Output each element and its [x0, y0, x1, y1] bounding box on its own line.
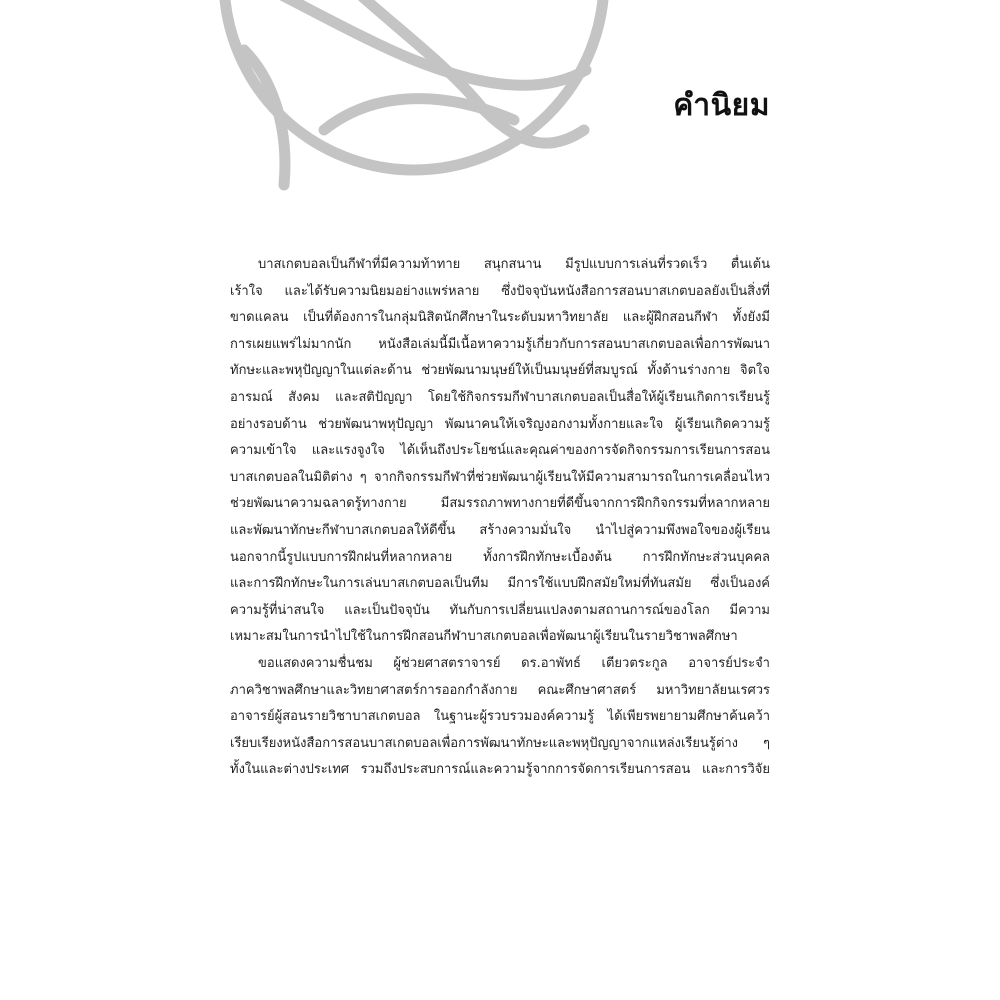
text-line: ทักษะและพหุปัญญาในแต่ละด้าน ช่วยพัฒนามนุษย์ให้เป็นมนุษย์ที่สมบูรณ์ ทั้งด้านร่างกาย จิตใจ [230, 363, 770, 379]
paragraph [230, 651, 770, 784]
paragraph [230, 252, 770, 651]
text-line: ความเข้าใจ และแรงจูงใจ ได้เห็นถึงประโยชน์และคุณค่าของการจัดกิจกรรมการเรียนการสอน [230, 443, 770, 459]
text-line: การเผยแพร่ไม่มากนัก หนังสือเล่มนี้มีเนื้อหาความรู้เกี่ยวกับการสอนบาสเกตบอลเพื่อการพัฒนา [230, 336, 770, 352]
text-line: นอกจากนี้รูปแบบการฝึกฝนที่หลากหลาย ทั้งการฝึกทักษะเบื้องต้น การฝึกทักษะส่วนบุคคล [230, 549, 770, 565]
text-line: อารมณ์ สังคม และสติปัญญา โดยใช้กิจกรรมกีฬาบาสเกตบอลเป็นสื่อให้ผู้เรียนเกิดการเรียนรู้ [230, 389, 770, 405]
text-line: และการฝึกทักษะในการเล่นบาสเกตบอลเป็นทีม มีการใช้แบบฝึกสมัยใหม่ที่ทันสมัย ซึ่งเป็นองค์ [230, 576, 770, 592]
text-line: เหมาะสมในการนำไปใช้ในการฝึกสอนกีฬาบาสเกตบอลเพื่อพัฒนาผู้เรียนในรายวิชาพลศึกษา [230, 629, 738, 645]
text-line: ขาดแคลน เป็นที่ต้องการในกลุ่มนิสิตนักศึกษาในระดับมหาวิทยาลัย และผู้ฝึกสอนกีฬา ทั้งยังมี [230, 310, 770, 326]
basketball-icon [214, 0, 614, 220]
text-line: บาสเกตบอลในมิติต่าง ๆ จากกิจกรรมกีฬาที่ช่วยพัฒนาผู้เรียนให้มีความสามารถในการเคลื่อนไหว [230, 469, 770, 485]
text-line: บาสเกตบอลเป็นกีฬาที่มีความท้าทาย สนุกสนาน มีรูปแบบการเล่นที่รวดเร็ว ตื่นเต้น [258, 257, 770, 272]
text-line: ภาควิชาพลศึกษาและวิทยาศาสตร์การออกกำลังกาย คณะศึกษาศาสตร์ มหาวิทยาลัยนเรศวร [230, 682, 770, 698]
text-line: ความรู้ที่น่าสนใจ และเป็นปัจจุบัน ทันกับการเปลี่ยนแปลงตามสถานการณ์ของโลก มีความ [230, 602, 770, 618]
text-line: อย่างรอบด้าน ช่วยพัฒนาพหุปัญญา พัฒนาคนให้เจริญงอกงามทั้งกายและใจ ผู้เรียนเกิดความรู้ [230, 416, 770, 432]
text-line: อาจารย์ผู้สอนรายวิชาบาสเกตบอล ในฐานะผู้รวบรวมองค์ความรู้ ได้เพียรพยายามศึกษาค้นคว้า [230, 709, 770, 725]
text-line: และพัฒนาทักษะกีฬาบาสเกตบอลให้ดีขึ้น สร้างความมั่นใจ นำไปสู่ความพึงพอใจของผู้เรียน [230, 522, 770, 538]
body-text [230, 252, 770, 784]
text-line: เร้าใจ และได้รับความนิยมอย่างแพร่หลาย ซึ่งปัจจุบันหนังสือการสอนบาสเกตบอลยังเป็นสิ่งที่ [230, 283, 770, 299]
text-line: เรียบเรียงหนังสือการสอนบาสเกตบอลเพื่อการพัฒนาทักษะและพหุปัญญาจากแหล่งเรียนรู้ต่าง ๆ [230, 735, 770, 751]
text-line: ทั้งในและต่างประเทศ รวมถึงประสบการณ์และความรู้จากการจัดการเรียนการสอน และการวิจัย [230, 762, 770, 778]
page-title: คำนิยม [673, 88, 770, 123]
text-line: ช่วยพัฒนาความฉลาดรู้ทางกาย มีสมรรถภาพทางกายที่ดีขึ้นจากการฝึกกิจกรรมที่หลากหลาย [230, 496, 770, 512]
text-line: ขอแสดงความชื่นชม ผู้ช่วยศาสตราจารย์ ดร.อาพัทธ์ เตียวตระกูล อาจารย์ประจำ [258, 655, 770, 671]
